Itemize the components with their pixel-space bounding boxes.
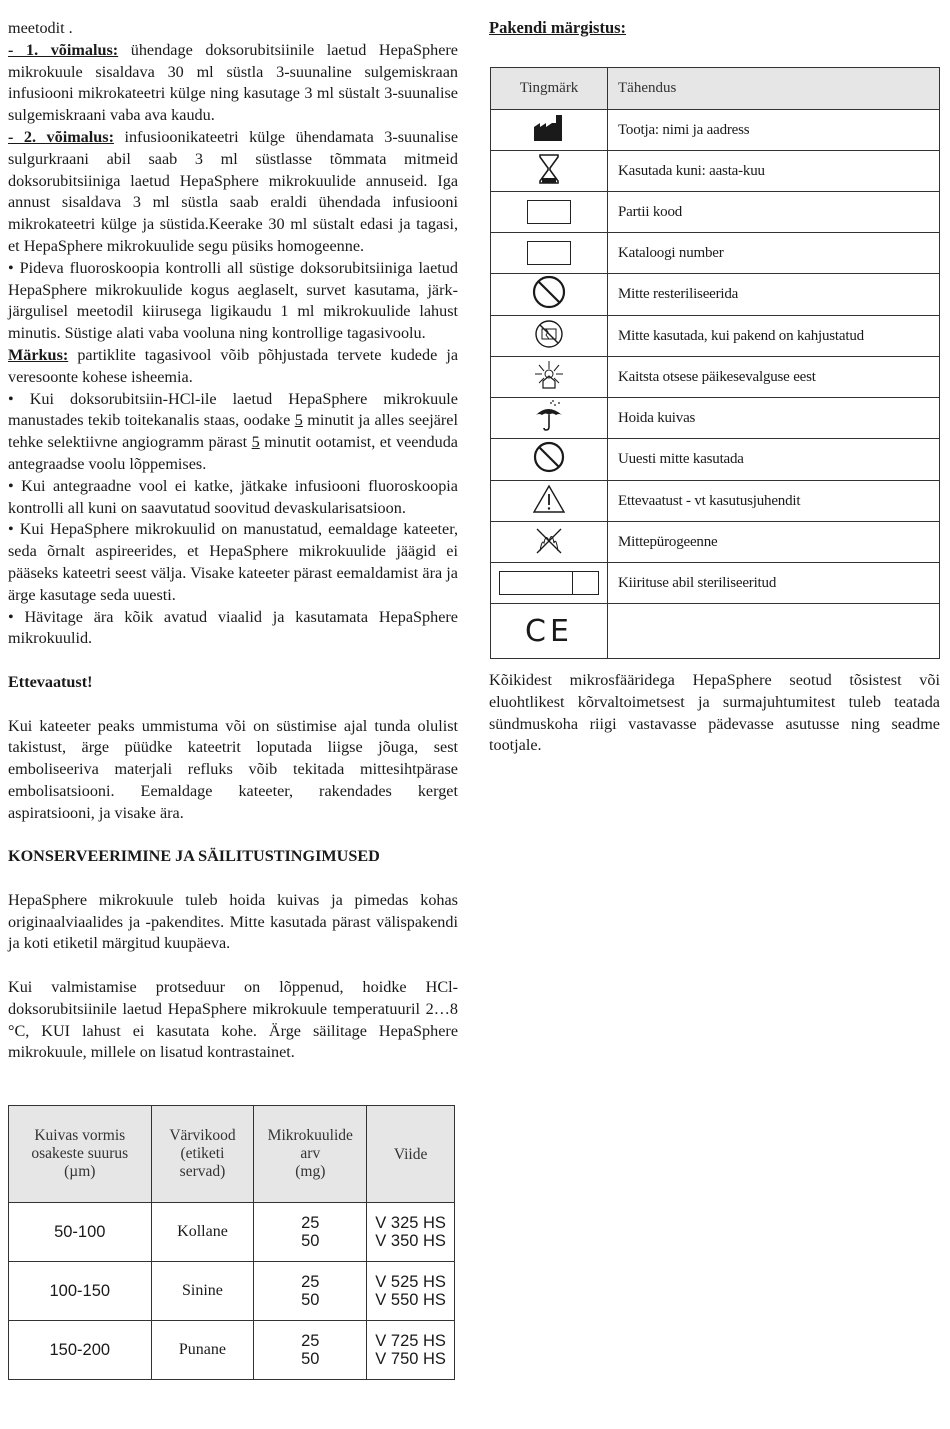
- reference-table: [8, 1105, 455, 1380]
- hourglass-icon: [538, 153, 560, 185]
- cell-refs: V 325 HS V 350 HS: [367, 1203, 455, 1262]
- symbol-meaning: Kiirituse abil steriliseeritud: [608, 563, 940, 604]
- option-2-text: infusioonikateetri külge ühendamata 3-suunalise sulgurkraani abil saab 3 ml süstlasse tõmmata mitmeid doksorubitsiiniga laetud HepaSphere mikrokuulide annuseid. Iga annust sisaldava 3 ml süstla saab eraldi ühendada infusiooni mikrokateetri külge ja süstida.Keerake 30 ml süstalt edasi ja tagasi, et HepaSphere mikrokuulide segu püsiks homogeenne.: [8, 127, 459, 255]
- header-color-code: Värvikood (etiketi servad): [151, 1106, 254, 1203]
- bullet-stasis-minutes-1: 5: [294, 411, 303, 430]
- table-row: [491, 316, 940, 357]
- symbol-meaning: Mitte resteriliseerida: [608, 274, 940, 316]
- header-reference: Viide: [367, 1106, 455, 1203]
- symbol-meaning: Mittepürogeenne: [608, 522, 940, 563]
- table-row: [491, 357, 940, 398]
- caution-icon: [531, 483, 567, 515]
- option-2-label: - 2. võimalus:: [8, 127, 114, 146]
- package-labeling-title: Pakendi märgistus:: [489, 18, 627, 37]
- option-1-label: - 1. võimalus:: [8, 40, 119, 59]
- symbols-table: [490, 67, 940, 659]
- catalog-box-icon: [527, 241, 571, 265]
- header-meaning: Tähendus: [608, 68, 940, 110]
- symbols-table-header: [491, 68, 940, 110]
- bullet-remove-catheter: • Kui HepaSphere mikrokuulid on manustatud, eemaldage kateeter, seda õrnalt aspireerides, et HepaSphere mikrokuulide jäägid ei pääseks kateetri seest välja. Visake kateeter pärast eemaldamist ära ja ärge kasutage seda uuesti.: [8, 520, 458, 604]
- bullet-antegrade: • Kui antegraadne vool ei katke, jätkake infusiooni fluoroskoopia kontrolli all kuni on saavutatud soovitud devaskularisatsioon.: [8, 476, 458, 517]
- adverse-event-report-paragraph: Kõikidest mikrosfääridega HepaSphere seotud tõsistest või eluohtlikest kõrvaltoimetsest ja surmajuhtumitest tuleb teatada sündmuskoha riigi vastavasse pädevasse asutusse ning seadme tootjale.: [489, 671, 940, 755]
- table-row: [9, 1262, 455, 1321]
- bullet-stasis-text-a: • Kui doksorubitsiin-HCl-ile laetud HepaSphere mikrokuule manustades tekib toitekanalis staas, oodake: [8, 389, 458, 430]
- cell-amounts: 25 50: [254, 1262, 367, 1321]
- storage-paragraph-2: Kui valmistamise protseduur on lõppenud, hoidke HCl-doksorubitsiinile laetud HepaSphere mikrokuule temperatuuril 2…8 °C, KUI lahust ei kasutata kohe. Ärge säilitage HepaSphere mikrokuule, millele on lisatud kontrastainet.: [8, 978, 458, 1062]
- symbol-meaning: Kasutada kuni: aasta-kuu: [608, 151, 940, 192]
- symbol-meaning: Kaitsta otsese päikesevalguse eest: [608, 357, 940, 398]
- header-amount: Mikrokuulide arv (mg): [254, 1106, 367, 1203]
- table-row: [491, 439, 940, 481]
- bullet-stasis: [8, 389, 458, 476]
- table-row: [491, 481, 940, 522]
- option-1-paragraph: [8, 40, 458, 127]
- table-row: [491, 604, 940, 659]
- cell-refs: V 525 HS V 550 HS: [367, 1262, 455, 1321]
- symbol-meaning: Hoida kuivas: [608, 398, 940, 439]
- cell-size: 50-100: [9, 1203, 152, 1262]
- cell-size: 100-150: [9, 1262, 152, 1321]
- table-row: [9, 1321, 455, 1380]
- symbol-meaning: Uuesti mitte kasutada: [608, 439, 940, 481]
- non-pyrogenic-icon: [532, 525, 566, 555]
- cell-color: Sinine: [151, 1262, 254, 1321]
- cell-refs: V 725 HS V 750 HS: [367, 1321, 455, 1380]
- symbol-meaning: Ettevaatust - vt kasutusjuhendit: [608, 481, 940, 522]
- note-paragraph: [8, 345, 458, 389]
- cell-amounts: 25 50: [254, 1321, 367, 1380]
- symbol-meaning: Partii kood: [608, 192, 940, 233]
- cell-color: Punane: [151, 1321, 254, 1380]
- table-row: [491, 192, 940, 233]
- table-row: [491, 398, 940, 439]
- note-text: partiklite tagasivool võib põhjustada tervete kudede ja veresoonte kohese isheemia.: [8, 345, 458, 386]
- table-row: [491, 233, 940, 274]
- table-row: [491, 110, 940, 151]
- lot-box-icon: [527, 200, 571, 224]
- header-particle-size: Kuivas vormis osakeste suurus (µm): [9, 1106, 152, 1203]
- table-row: [491, 151, 940, 192]
- caution-heading: Ettevaatust!: [8, 672, 93, 691]
- note-label: Märkus:: [8, 345, 69, 364]
- option-1-text: ühendage doksorubitsiinile laetud HepaSphere mikrokuule sisaldava 30 ml süstla 3-suunaline sulgemiskraan infusiooni mikrokateetri külge ning kasutage 3 ml süstalt 3-suunalise sulgemiskraani vaba ava kaudu.: [8, 40, 458, 125]
- sunlight-icon: [532, 359, 566, 391]
- caution-paragraph: Kui kateeter peaks ummistuma või on süstimise ajal tunda olulist takistust, ärge püüdke kateetrit loputada liigse jõuga, sest emboliseeriva materjali refluks võib tekitada mittesihtpärase embolisatsiooni. Eemaldage kateeter, rakendades kerget aspiratsiooni, ja visake ära.: [8, 716, 458, 822]
- left-column: [8, 18, 458, 1064]
- do-not-resterilize-icon: [532, 275, 566, 309]
- reference-table-header: [9, 1106, 455, 1203]
- table-row: [491, 522, 940, 563]
- table-row: [491, 274, 940, 316]
- bullet-discard: • Hävitage ära kõik avatud viaalid ja kasutamata HepaSphere mikrokuulid.: [8, 607, 458, 648]
- paragraph-meetodit: meetodit .: [8, 19, 73, 37]
- table-row: [9, 1203, 455, 1262]
- manufacturer-icon: [532, 113, 566, 143]
- bullet-stasis-text-c: minutit ootamist, et veenduda antegraadse voolu lõppemises.: [8, 433, 458, 473]
- table-row: [491, 563, 940, 604]
- symbol-meaning: Tootja: nimi ja aadress: [608, 110, 940, 151]
- do-not-reuse-icon: [532, 440, 566, 474]
- bullet-stasis-text-b: minutit ja alles seejärel tehke selektiivne angiogramm pärast: [8, 411, 458, 452]
- storage-heading: KONSERVEERIMINE JA SÄILITUSTINGIMUSED: [8, 847, 380, 866]
- sterile-radiation-icon: [499, 571, 599, 595]
- storage-paragraph-1: HepaSphere mikrokuule tuleb hoida kuivas ja pimedas kohas originaalviaalides ja -pakendites. Mitte kasutada pärast välispakendi ja koti etiketil märgitud kuupäeva.: [8, 890, 458, 953]
- ce-mark-icon: CE: [525, 613, 573, 649]
- cell-size: 150-200: [9, 1321, 152, 1380]
- umbrella-icon: [533, 400, 565, 432]
- symbol-meaning: [608, 604, 940, 659]
- cell-amounts: 25 50: [254, 1203, 367, 1262]
- damaged-package-icon: [533, 318, 565, 350]
- bullet-injection: • Pideva fluoroskoopia kontrolli all süstige doksorubitsiiniga laetud HepaSphere mikrokuulide kogus aeglaselt, survet kasutama, järk-järgulisel meetodil kiirusega ligikaudu 1 ml mikrokuulide lahust minutis. Süstige alati vaba vooluna ning kontrollige tagasivoolu.: [8, 258, 458, 343]
- symbol-meaning: Kataloogi number: [608, 233, 940, 274]
- header-symbol: Tingmärk: [491, 68, 608, 110]
- option-2-paragraph: [8, 127, 458, 258]
- cell-color: Kollane: [151, 1203, 254, 1262]
- symbol-meaning: Mitte kasutada, kui pakend on kahjustatud: [608, 316, 940, 357]
- bullet-stasis-minutes-2: 5: [251, 433, 260, 452]
